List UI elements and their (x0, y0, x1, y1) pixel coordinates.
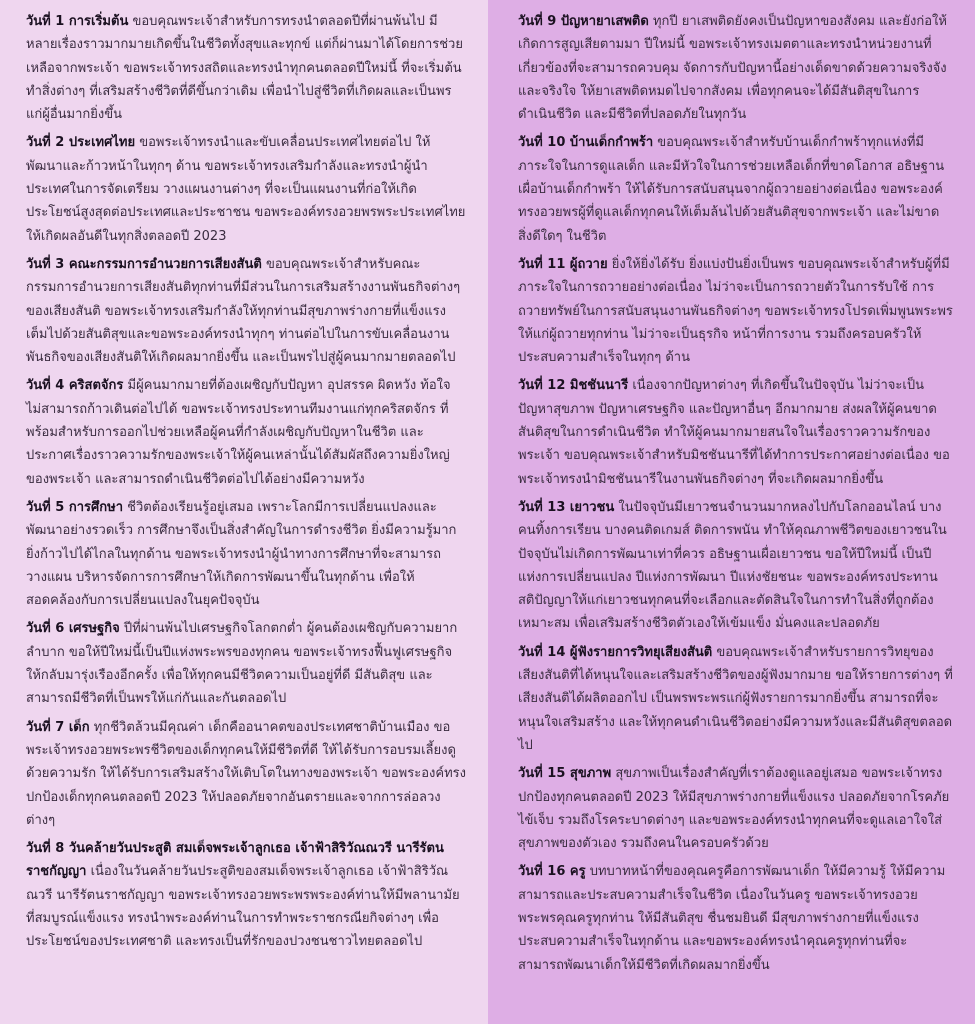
day-prayer-text: เนื่องจากปัญหาต่างๆ ที่เกิดขึ้นในปัจจุบัน ไม่ว่าจะเป็นปัญหาสุขภาพ ปัญหาเศรษฐกิจ และปัญหาอื่นๆ อีกมากมาย ส่งผลให้ผู้คนขาดสันติสุขในการดำเนินชีวิต ทำให้ผู้คนมากมายสนใจในเรื่องราวความรักของพระเจ้า ขอบคุณพระเจ้าสำหรับมิชชันนารีที่ได้ทำการประกาศอย่างต่อเนื่อง ขอพระเจ้าทรงนำมิชชันนารีในงานพันธกิจต่างๆ ที่จะเกิดผลมากยิ่งขึ้น (518, 378, 950, 487)
prayer-day-entry (26, 716, 466, 832)
day-heading: วันที่ 15 สุขภาพ (518, 766, 612, 782)
prayer-day-entry (518, 10, 953, 126)
day-heading: วันที่ 16 ครู (518, 864, 586, 880)
day-heading: วันที่ 13 เยาวชน (518, 499, 615, 515)
day-heading: วันที่ 1 การเริ่มต้น (26, 14, 129, 29)
day-prayer-text: ขอพระเจ้าทรงนำและขับเคลื่อนประเทศไทยต่อไป ให้พัฒนาและก้าวหน้าในทุกๆ ด้าน ขอพระเจ้าทรงเสริมกำลังและทรงนำผู้นำประเทศในการจัดเตรียม วางแผนงานต่างๆ ที่จะเป็นแผนงานที่ก่อให้เกิดประโยชน์สูงสุดต่อประเทศและประชาชน ขอพระองค์ทรงอวยพรพระประเทศไทยให้เกิดผลอันดีในทุกสิ่งตลอดปี 2023 (26, 135, 466, 244)
prayer-day-entry (518, 374, 953, 490)
day-heading: วันที่ 7 เด็ก (26, 719, 90, 735)
prayer-day-entry (26, 374, 466, 490)
prayer-day-entry (518, 762, 953, 855)
day-heading: วันที่ 14 ผู้ฟังรายการวิทยุเสียงสันติ (518, 644, 713, 660)
day-heading: วันที่ 4 คริสตจักร (26, 378, 124, 394)
day-heading: วันที่ 6 เศรษฐกิจ (26, 621, 120, 637)
day-heading: วันที่ 2 ประเทศไทย (26, 135, 136, 151)
prayer-day-entry (518, 253, 953, 369)
day-heading: วันที่ 5 การศึกษา (26, 499, 123, 515)
day-heading: วันที่ 11 ผู้ถวาย (518, 256, 608, 272)
day-prayer-text: ขอบคุณพระเจ้าสำหรับการทรงนำตลอดปีที่ผ่านพ้นไป มีหลายเรื่องราวมากมายเกิดขึ้นในชีวิตทั้งสุขและทุกข์ แต่ก็ผ่านมาได้โดยการช่วยเหลือจากพระเจ้า ขอพระเจ้าทรงสถิตและทรงนำทุกคนตลอดปีใหม่นี้ ที่จะเริ่มต้นทำสิ่งต่างๆ ที่เสริมสร้างชีวิตที่ดีขึ้นกว่าเดิม เพื่อนำไปสู่ชีวิตที่เกิดผลและเป็นพรแก่ผู้อื่นมากยิ่งขึ้น (26, 14, 463, 123)
prayer-day-entry (518, 641, 953, 757)
prayer-day-entry (26, 496, 466, 612)
day-prayer-text: บทบาทหน้าที่ของคุณครูคือการพัฒนาเด็ก ให้มีความรู้ ให้มีความสามารถและประสบความสำเร็จในชีวิต เนื่องในวันครู ขอพระเจ้าทรงอวยพระพรคุณครูทุกท่าน ให้มีสันติสุข ชื่นชมยินดี มีสุขภาพร่างกายที่แข็งแรง ประสบความสำเร็จในทุกด้าน และขอพระองค์ทรงนำคุณครูทุกท่านที่จะสามารถพัฒนาเด็กให้มีชีวิตที่เกิดผลมากยิ่งขึ้น (518, 864, 946, 973)
prayer-day-entry (26, 253, 466, 369)
day-prayer-text: เนื่องในวันคล้ายวันประสูติของสมเด็จพระเจ้าลูกเธอ เจ้าฟ้าสิริวัณณวรี นารีรัตนราชกัญญา ขอพระเจ้าทรงอวยพระพรพระองค์ท่านให้มีพลานามัยที่สมบูรณ์แข็งแรง ทรงนำพระองค์ท่านในการทำพระราชกรณียกิจต่างๆ เพื่อประโยชน์ของประเทศชาติ และทรงเป็นที่รักของปวงชนชาวไทยตลอดไป (26, 864, 460, 950)
day-prayer-text: ขอบคุณพระเจ้าสำหรับบ้านเด็กกำพร้าทุกแห่งที่มีภาระใจในการดูแลเด็ก และมีหัวใจในการช่วยเหลือเด็กที่ขาดโอกาส อธิษฐานเผื่อบ้านเด็กกำพร้า ให้ได้รับการสนับสนุนจากผู้ถวายอย่างต่อเนื่อง ขอพระองค์ทรงอวยพรผู้ที่ดูแลเด็กทุกคนให้เต็มล้นไปด้วยสันติสุขจากพระเจ้า และไม่ขาดสิ่งดีใดๆ ในชีวิต (518, 135, 945, 244)
day-prayer-text: สุขภาพเป็นเรื่องสำคัญที่เราต้องดูแลอยู่เสมอ ขอพระเจ้าทรงปกป้องทุกคนตลอดปี 2023 ให้มีสุขภาพร่างกายที่แข็งแรง ปลอดภัยจากโรคภัยไข้เจ็บ รวมถึงโรคระบาดต่างๆ และขอพระองค์ทรงนำทุกคนที่จะดูแลเอาใจใส่สุขภาพของตัวเอง รวมถึงคนในครอบครัวด้วย (518, 766, 950, 852)
prayer-day-entry (26, 617, 466, 710)
day-prayer-text: ขอบคุณพระเจ้าสำหรับคณะกรรมการอำนวยการเสียงสันติทุกท่านที่มีส่วนในการเสริมสร้างงานพันธกิจต่างๆ ของเสียงสันติ ขอพระเจ้าทรงเสริมกำลังให้ทุกท่านมีสุขภาพร่างกายที่แข็งแรง เต็มไปด้วยสันติสุขและขอพระองค์ทรงนำทุกๆ ท่านต่อไปในการขับเคลื่อนงานพันธกิจของเสียงสันติให้เกิดผลมากยิ่งขึ้น และเป็นพรไปสู่ผู้คนมากมายตลอดไป (26, 256, 461, 366)
prayer-day-entry (518, 131, 953, 247)
day-prayer-text: ทุกชีวิตล้วนมีคุณค่า เด็กคืออนาคตของประเทศชาติบ้านเมือง ขอพระเจ้าทรงอวยพระพรชีวิตของเด็กทุกคนให้มีชีวิตที่ดี ให้ได้รับการอบรมเลี้ยงดู ด้วยความรัก ให้ได้รับการเสริมสร้างให้เติบโตในทางของพระเจ้า ขอพระองค์ทรงปกป้องเด็กทุกคนตลอดปี 2023 ให้ปลอดภัยจากอันตรายและจากการล่อลวงต่างๆ (26, 719, 466, 828)
right-column (488, 0, 975, 1024)
day-heading: วันที่ 12 มิชชันนารี (518, 378, 629, 394)
day-heading: วันที่ 8 วันคล้ายวันประสูติ สมเด็จพระเจ้าลูกเธอ เจ้าฟ้าสิริวัณณวรี นารีรัตนราชกัญญา (26, 841, 444, 880)
day-prayer-text: ทุกปี ยาเสพติดยังคงเป็นปัญหาของสังคม และยังก่อให้เกิดการสูญเสียตามมา ปีใหม่นี้ ขอพระเจ้าทรงเมตตาและทรงนำหน่วยงานที่เกี่ยวข้องที่จะสามารถควบคุม จัดการกับปัญหานี้อย่างเด็ดขาดด้วยความจริงจังและจริงใจ ให้ยาเสพติดหมดไปจากสังคม เพื่อทุกคนจะได้มีสันติสุขในการดำเนินชีวิต และมีชีวิตที่ปลอดภัยในทุกวัน (518, 14, 947, 123)
prayer-day-entry (26, 10, 466, 126)
day-heading: วันที่ 3 คณะกรรมการอำนวยการเสียงสันติ (26, 256, 262, 272)
prayer-day-entry (26, 837, 466, 953)
day-prayer-text: ชีวิตต้องเรียนรู้อยู่เสมอ เพราะโลกมีการเปลี่ยนแปลงและพัฒนาอย่างรวดเร็ว การศึกษาจึงเป็นสิ่งสำคัญในการดำรงชีวิต ยิ่งมีความรู้มากยิ่งก้าวไปได้ไกลในทุกด้าน ขอพระเจ้าทรงนำผู้นำทางการศึกษาที่จะสามารถวางแผน บริหารจัดการการศึกษาให้เกิดการพัฒนาขึ้นในทุกด้าน เพื่อให้สอดคล้องกับการเปลี่ยนแปลงในยุคปัจจุบัน (26, 499, 457, 609)
prayer-day-entry (518, 496, 953, 636)
day-heading: วันที่ 10 บ้านเด็กกำพร้า (518, 135, 654, 151)
prayer-day-entry (26, 131, 466, 247)
day-prayer-text: มีผู้คนมากมายที่ต้องเผชิญกับปัญหา อุปสรรค ผิดหวัง ท้อใจ ไม่สามารถก้าวเดินต่อไปได้ ขอพระเจ้าทรงประทานทีมงานแก่ทุกคริสตจักร ที่พร้อมสำหรับการออกไปช่วยเหลือผู้คนที่กำลังเผชิญกับปัญหาในชีวิต และประกาศเรื่องราวความรักของพระเจ้าให้ผู้คนเหล่านั้นได้สัมผัสถึงความยิ่งใหญ่ของพระเจ้า และสามารถดำเนินชีวิตต่อไปได้อย่างมีความหวัง (26, 378, 451, 487)
day-prayer-text: ยิ่งให้ยิ่งได้รับ ยิ่งแบ่งปันยิ่งเป็นพร ขอบคุณพระเจ้าสำหรับผู้ที่มีภาระใจในการถวายอย่างต่อเนื่อง ไม่ว่าจะเป็นการถวายตัวในการรับใช้ การถวายทรัพย์ในการสนับสนุนงานพันธกิจต่างๆ ขอพระเจ้าทรงโปรดเพิ่มพูนพระพรให้แก่ผู้ถวายทุกท่าน ไม่ว่าจะเป็นธุรกิจ หน้าที่การงาน รวมถึงครอบครัวให้ประสบความสำเร็จในทุกๆ ด้าน (518, 256, 953, 366)
day-prayer-text: ในปัจจุบันมีเยาวชนจำนวนมากหลงไปกับโลกออนไลน์ บางคนทิ้งการเรียน บางคนติดเกมส์ ติดการพนัน ทำให้คุณภาพชีวิตของเยาวชนในปัจจุบันไม่เกิดการพัฒนาเท่าที่ควร อธิษฐานเผื่อเยาวชน ขอให้ปีใหม่นี้ เป็นปีแห่งการเปลี่ยนแปลง ปีแห่งการพัฒนา ปีแห่งชัยชนะ ขอพระองค์ทรงประทานสติปัญญาให้แก่เยาวชนทุกคนที่จะเลือกและตัดสินใจในการทำในสิ่งที่ถูกต้องเหมาะสม เพื่อเสริมสร้างชีวิตตัวเองให้เข้มแข็ง มั่นคงและปลอดภัย (518, 499, 947, 632)
day-heading: วันที่ 9 ปัญหายาเสพติด (518, 14, 649, 29)
day-prayer-text: ปีที่ผ่านพ้นไปเศรษฐกิจโลกตกต่ำ ผู้คนต้องเผชิญกับความยากลำบาก ขอให้ปีใหม่นี้เป็นปีแห่งพระพรของทุกคน ขอพระเจ้าทรงฟื้นฟูเศรษฐกิจให้กลับมารุ่งเรืองอีกครั้ง เพื่อให้ทุกคนมีชีวิตความเป็นอยู่ที่ดี มีสันติสุข และสามารถมีชีวิตที่เป็นพรให้แก่กันและกันตลอดไป (26, 621, 458, 707)
prayer-day-entry (518, 860, 953, 976)
day-prayer-text: ขอบคุณพระเจ้าสำหรับรายการวิทยุของเสียงสันติที่ได้หนุนใจและเสริมสร้างชีวิตของผู้ฟังมากมาย ขอให้รายการต่างๆ ที่เสียงสันติได้ผลิตออกไป เป็นพรพระพรแก่ผู้ฟังรายการมากยิ่งขึ้น สามารถที่จะหนุนใจเสริมสร้าง และให้ทุกคนดำเนินชีวิตอย่างมีความหวังและมีสันติสุขตลอดไป (518, 644, 953, 753)
